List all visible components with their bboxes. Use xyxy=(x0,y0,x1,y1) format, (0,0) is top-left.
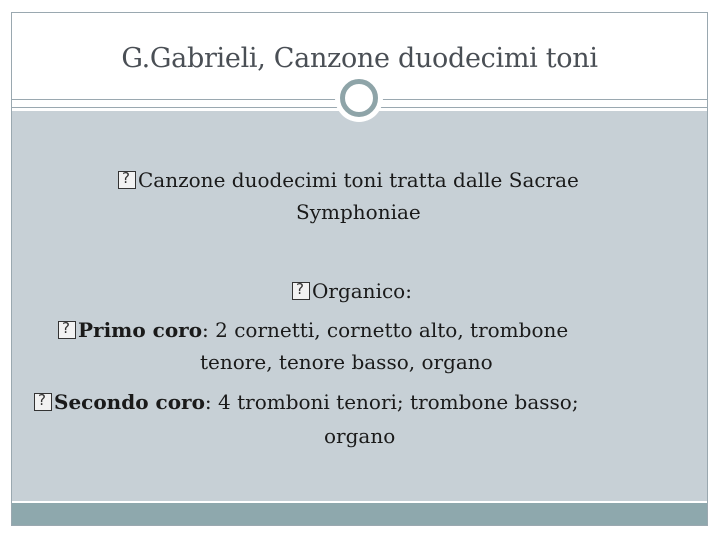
bullet-icon xyxy=(58,321,76,339)
bullet-4-line-1 xyxy=(34,390,579,414)
slide-title: G.Gabrieli, Canzone duodecimi toni xyxy=(121,43,598,74)
footer-bar xyxy=(12,503,707,525)
bullet-4-text-cont: organo xyxy=(324,424,396,448)
bullet-3-text-cont: tenore, tenore basso, organo xyxy=(200,350,493,374)
bullet-3-line-2 xyxy=(200,350,493,374)
bullet-1-line-1 xyxy=(118,168,579,192)
bullet-3-label: Primo coro xyxy=(78,318,203,342)
bullet-2-text: Organico: xyxy=(312,279,412,303)
bullet-1-text: Canzone duodecimi toni tratta dalle Sacrae xyxy=(138,168,579,192)
bullet-icon xyxy=(34,393,52,411)
bullet-4-line-2 xyxy=(324,424,395,448)
bullet-1-text-cont: Symphoniae xyxy=(296,200,421,224)
ring-icon xyxy=(340,79,378,117)
bullet-2-line xyxy=(292,279,412,303)
bullet-4-label: Secondo coro xyxy=(54,390,205,414)
bullet-1-line-2 xyxy=(296,200,421,224)
bullet-3-text: : 2 cornetti, cornetto alto, trombone xyxy=(202,318,569,342)
bullet-3-line-1 xyxy=(58,318,568,342)
bullet-4-text: : 4 tromboni tenori; trombone basso; xyxy=(204,390,579,414)
bullet-icon xyxy=(118,171,136,189)
bullet-icon xyxy=(292,282,310,300)
